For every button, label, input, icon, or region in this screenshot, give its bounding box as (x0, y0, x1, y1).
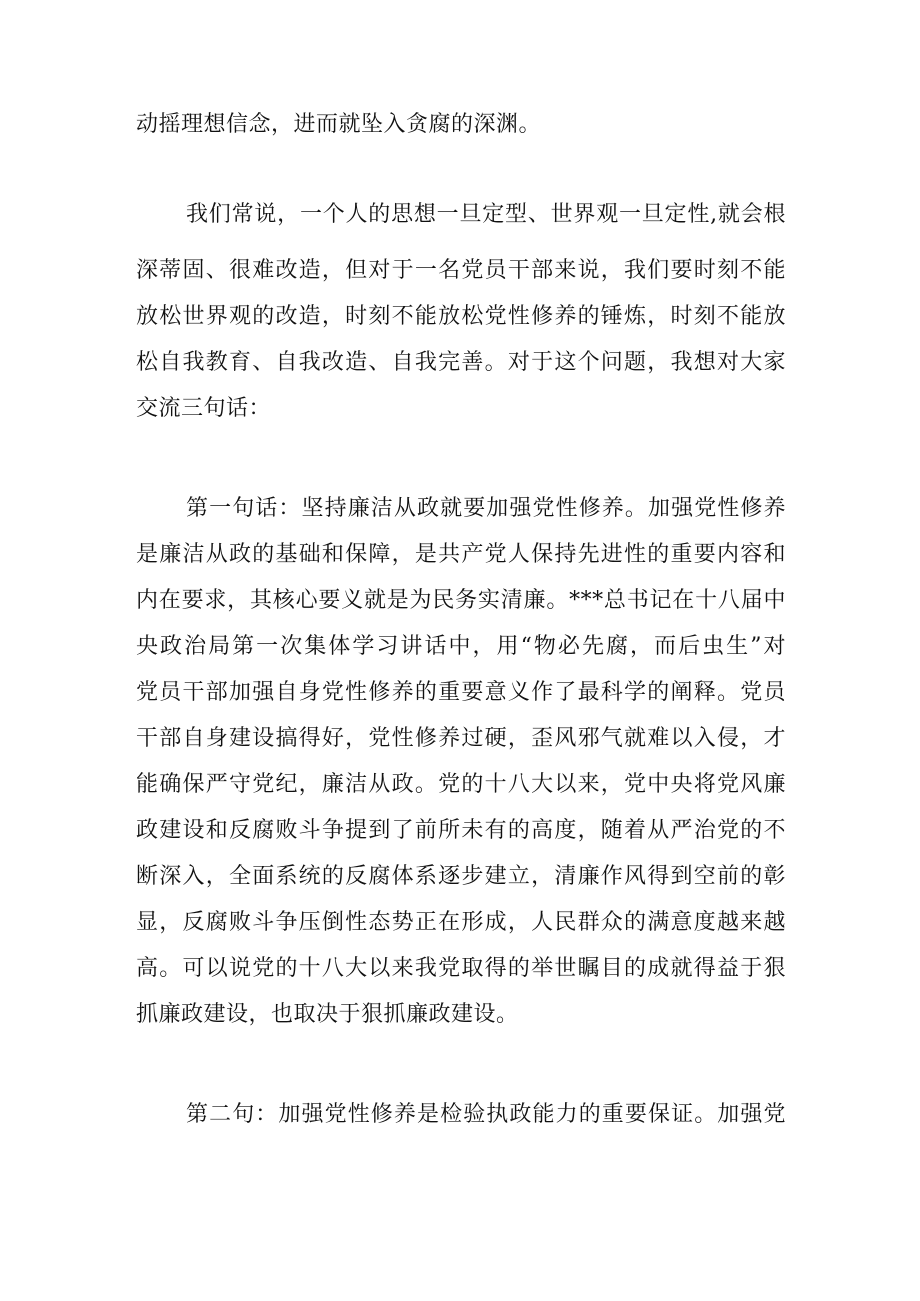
paragraph-2-line-1: 我们常说，一个人的思想一旦定型、世界观一旦定性,就会根 (186, 202, 786, 227)
paragraph-3-line-4: 央政治局第一次集体学习讲话中，用“物必先腐，而后虫生”对 (136, 634, 786, 659)
paragraph-2-line-2: 深蒂固、很难改造，但对于一名党员干部来说，我们要时刻不能 (136, 258, 786, 283)
paragraph-4-line-1: 第二句：加强党性修养是检验执政能力的重要保证。加强党 (186, 1102, 786, 1127)
paragraph-3-line-6: 干部自身建设搞得好，党性修养过硬，歪风邪气就难以入侵，才 (136, 726, 786, 751)
paragraph-3-line-5: 党员干部加强自身党性修养的重要意义作了最科学的阐释。党员 (136, 680, 786, 705)
paragraph-3-line-8: 政建设和反腐败斗争提到了前所未有的高度，随着从严治党的不 (136, 818, 786, 843)
paragraph-3-line-3: 内在要求，其核心要义就是为民务实清廉。***总书记在十八届中 (136, 588, 786, 613)
paragraph-2-line-5: 交流三句话： (136, 396, 272, 421)
paragraph-3-line-1: 第一句话：坚持廉洁从政就要加强党性修养。加强党性修养 (186, 496, 786, 521)
paragraph-2-line-4: 松自我教育、自我改造、自我完善。对于这个问题，我想对大家 (136, 350, 786, 375)
paragraph-3-line-12: 抓廉政建设，也取决于狠抓廉政建设。 (136, 1002, 519, 1027)
paragraph-3-line-11: 高。可以说党的十八大以来我党取得的举世瞩目的成就得益于狠 (136, 956, 786, 981)
paragraph-2-line-3: 放松世界观的改造，时刻不能放松党性修养的锤炼，时刻不能放 (136, 304, 786, 329)
paragraph-3-line-10: 显，反腐败斗争压倒性态势正在形成，人民群众的满意度越来越 (136, 910, 786, 935)
paragraph-3-line-9: 断深入，全面系统的反腐体系逐步建立，清廉作风得到空前的彰 (136, 864, 786, 889)
paragraph-3-line-2: 是廉洁从政的基础和保障，是共产党人保持先进性的重要内容和 (136, 542, 786, 567)
paragraph-3-line-7: 能确保严守党纪，廉洁从政。党的十八大以来，党中央将党风廉 (136, 772, 786, 797)
paragraph-1-line-1: 动摇理想信念，进而就坠入贪腐的深渊。 (136, 112, 542, 137)
